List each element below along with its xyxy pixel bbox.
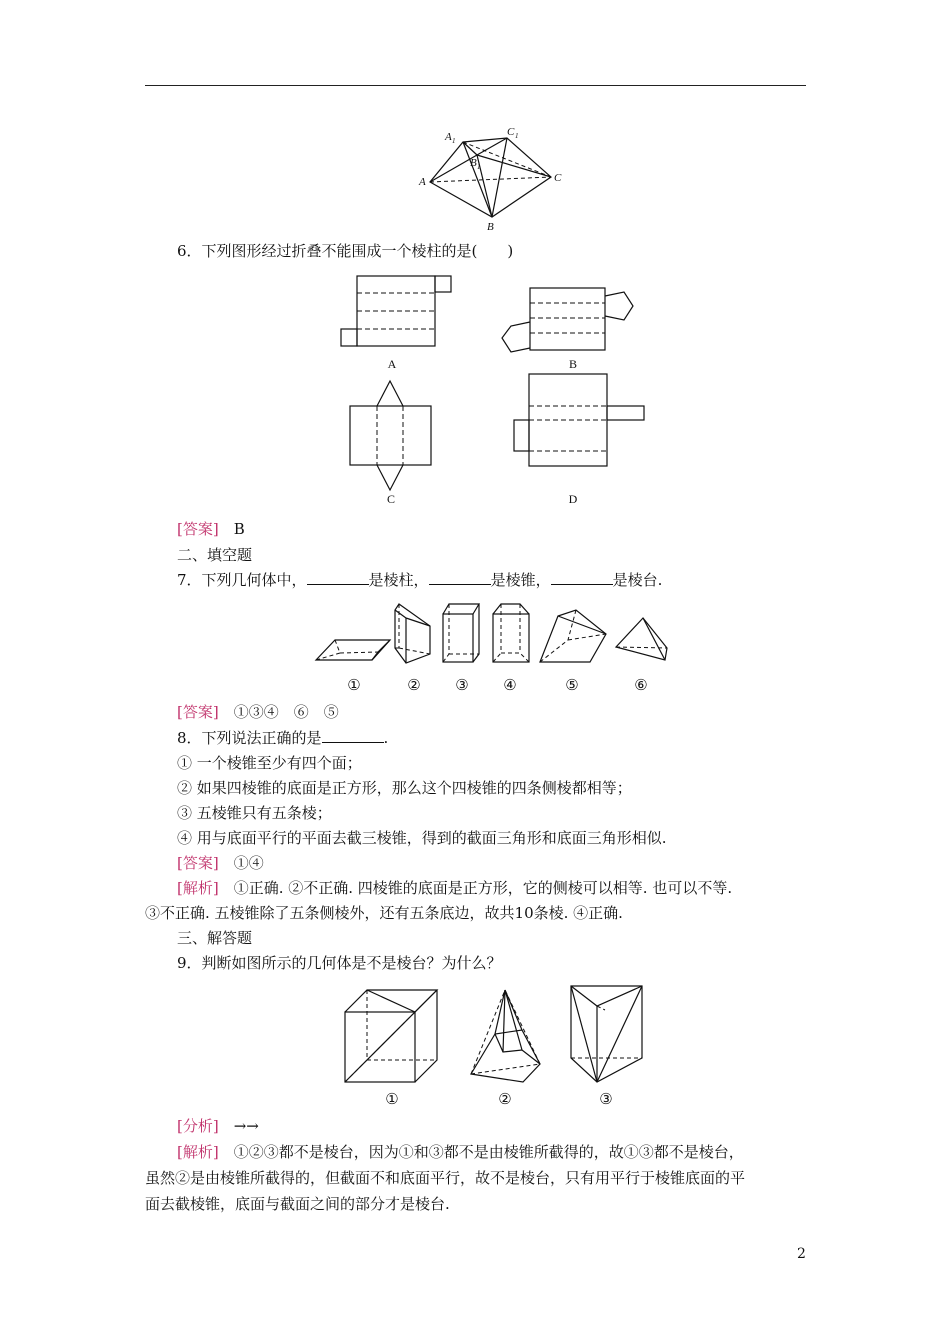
analysis-tag: [解析] — [177, 1143, 219, 1161]
figure-solids-q9 — [335, 982, 655, 1110]
q9-analysis-2: 虽然②是由棱锥所截得的，但截面不和底面平行，故不是棱台，只有用平行于棱锥底面的平 — [145, 1169, 746, 1187]
q8-item-2: ② 如果四棱锥的底面是正方形，那么这个四棱锥的四条侧棱都相等； — [177, 779, 632, 797]
section-solution-heading: 三、解答题 — [177, 929, 253, 947]
answer-text: ①③④ ⑥ ⑤ — [233, 703, 339, 721]
solid-label-6: ⑥ — [634, 678, 648, 694]
solid-label-2: ② — [407, 678, 421, 694]
q9-analysis-3: 面去截棱锥，底面与截面之间的部分才是棱台. — [145, 1195, 450, 1213]
label-b1: B — [470, 157, 477, 169]
q7-suffix: 是棱台. — [612, 571, 663, 589]
blank-2 — [429, 570, 491, 585]
q9-stem: 9．判断如图所示的几何体是不是棱台？为什么？ — [177, 954, 502, 972]
blank-q8 — [322, 728, 384, 743]
net-label-d: D — [568, 492, 578, 506]
label-a1: A — [445, 131, 452, 143]
q8-item-4: ④ 用与底面平行的平面去截三棱锥，得到的截面三角形和底面三角形相似. — [177, 829, 667, 847]
q9-fenxi — [177, 1116, 259, 1136]
section-fill-blank-heading: 二、填空题 — [177, 546, 253, 564]
fenxi-tag: [分析] — [177, 1117, 219, 1135]
solid-label-5: ⑤ — [565, 678, 579, 694]
q9-label-2: ② — [498, 1092, 512, 1108]
answer-text: ①④ — [233, 854, 264, 872]
q7-prefix: 7．下列几何体中， — [177, 571, 307, 589]
answer-text: B — [233, 520, 245, 538]
analysis-tag: [解析] — [177, 879, 219, 897]
page-number: 2 — [797, 1246, 806, 1262]
q9-label-1: ① — [385, 1092, 399, 1108]
q9-label-3: ③ — [599, 1092, 613, 1108]
q7-stem — [177, 570, 662, 590]
net-label-a: A — [387, 357, 397, 371]
solid-label-4: ④ — [503, 678, 517, 694]
solid-label-1: ① — [347, 678, 361, 694]
answer-tag: [答案] — [177, 703, 219, 721]
net-label-c: C — [386, 492, 396, 506]
figure-vertex-solid — [415, 125, 575, 235]
q7-answer — [177, 702, 339, 722]
q8-analysis-1 — [177, 878, 732, 898]
fenxi-text: →→ — [233, 1117, 259, 1135]
q8-answer — [177, 853, 264, 873]
figure-nets — [335, 268, 655, 513]
solid-label-3: ③ — [455, 678, 469, 694]
analysis-text: ①②③都不是棱台，因为①和③都不是由棱锥所截得的，故①③都不是棱台， — [233, 1143, 744, 1161]
header-rule — [145, 85, 806, 86]
label-a: A — [419, 176, 426, 188]
q7-mid1: 是棱柱， — [368, 571, 429, 589]
q8-item-3: ③ 五棱锥只有五条棱； — [177, 804, 332, 822]
q8-analysis-2: ③不正确. 五棱锥除了五条侧棱外，还有五条底边，故共10条棱. ④正确. — [145, 904, 623, 922]
answer-tag: [答案] — [177, 520, 219, 538]
label-b1-sub: 1 — [477, 163, 481, 171]
figure-solids-q7 — [310, 598, 680, 696]
blank-1 — [307, 570, 369, 585]
q8-suffix: . — [383, 729, 389, 747]
q9-analysis-1 — [177, 1142, 744, 1162]
q7-mid2: 是棱锥， — [490, 571, 551, 589]
label-c1: C — [507, 126, 515, 138]
q8-item-1: ① 一个棱锥至少有四个面； — [177, 754, 362, 772]
q6-answer — [177, 519, 245, 539]
label-c: C — [554, 172, 562, 184]
label-a1-sub: 1 — [452, 137, 456, 145]
q8-stem — [177, 728, 388, 748]
q6-stem: 6．下列图形经过折叠不能围成一个棱柱的是( ) — [177, 242, 514, 260]
label-b: B — [487, 221, 494, 233]
net-label-b: B — [568, 357, 578, 371]
label-c1-sub: 1 — [515, 132, 519, 140]
analysis-text: ①正确. ②不正确. 四棱锥的底面是正方形，它的侧棱可以相等. 也可以不等. — [233, 879, 733, 897]
blank-3 — [551, 570, 613, 585]
q8-prefix: 8．下列说法正确的是 — [177, 729, 322, 747]
answer-tag: [答案] — [177, 854, 219, 872]
